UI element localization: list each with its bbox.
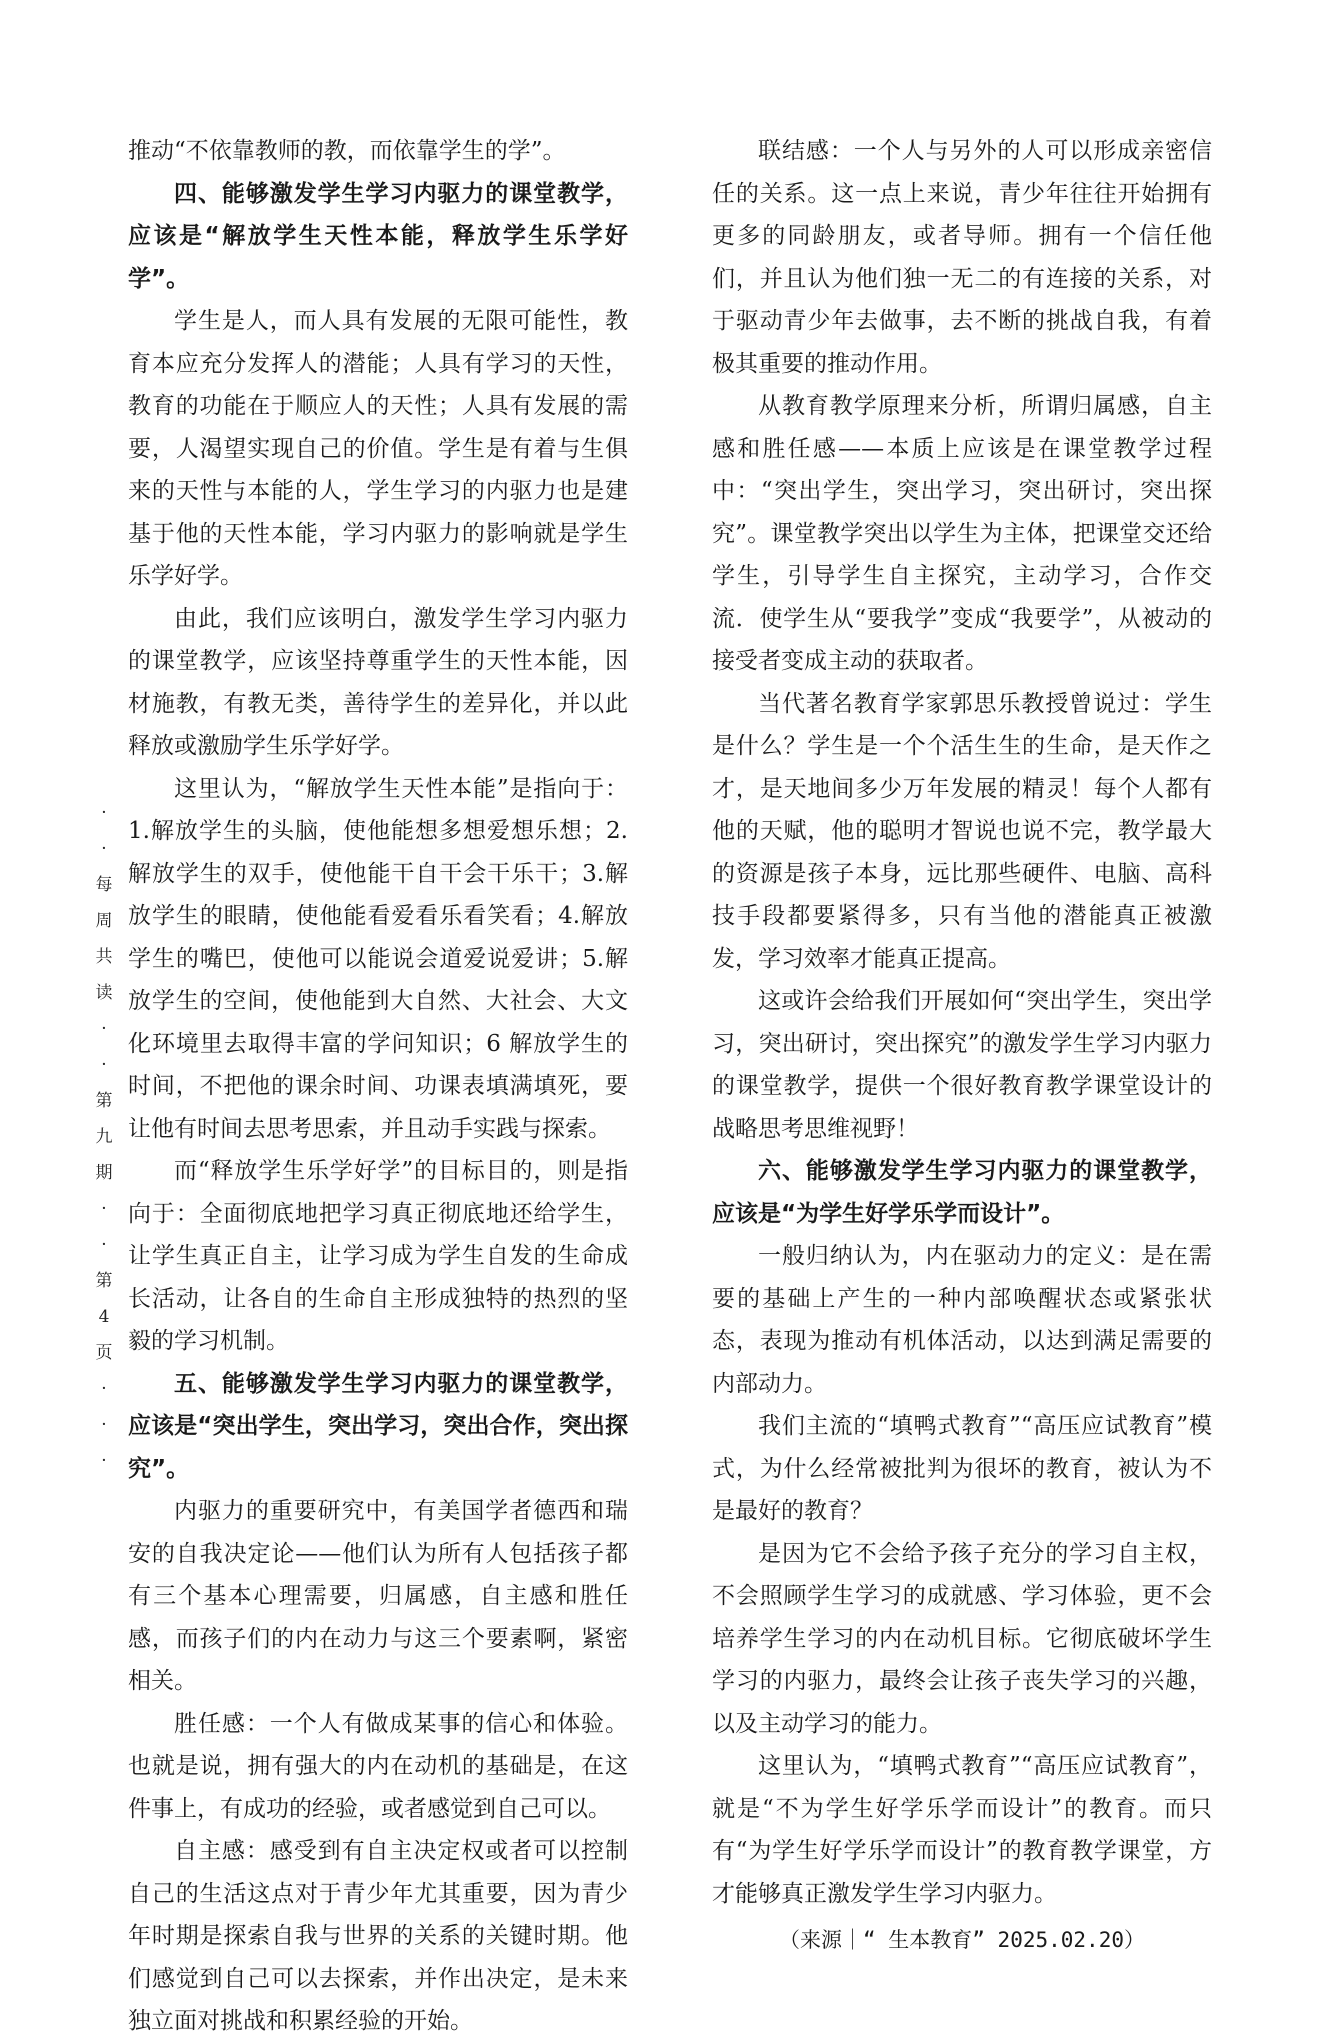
paragraph: 内驱力的重要研究中，有美国学者德西和瑞安的自我决定论——他们认为所有人包括孩子都有三个基本心理需要，归属感，自主感和胜任感，而孩子们的内在动力与这三个要素啊，紧密相关。 (128, 1498, 628, 1694)
paragraph: 当代著名教育学家郭思乐教授曾说过：学生是什么？学生是一个个活生生的生命，是天作之才，是天地间多少万年发展的精灵！每个人都有他的天赋，他的聪明才智说也说不完，教学最大的资源是孩子本身，远比那些硬件、电脑、高科技手段都要紧得多，只有当他的潜能真正被激发，学习效率才能真正提高。 (712, 690, 1212, 972)
paragraph: 一般归纳认为，内在驱动力的定义：是在需要的基础上产生的一种内部唤醒状态或紧张状态，表现为推动有机体活动，以达到满足需要的内部动力。 (712, 1243, 1212, 1397)
margin-char: 每 (95, 875, 113, 895)
right-column (712, 130, 1212, 1962)
margin-char: · (101, 1451, 107, 1471)
paragraph: 联结感：一个人与另外的人可以形成亲密信任的关系。这一点上来说，青少年往往开始拥有更多的同龄朋友，或者导师。拥有一个信任他们，并且认为他们独一无二的有连接的关系，对于驱动青少年去做事，去不断的挑战自我，有着极其重要的推动作用。 (712, 138, 1212, 377)
source-citation: （来源｜“ 生本教育” 2025.02.20） (778, 1928, 1145, 1952)
paragraph: 我们主流的“填鸭式教育”“高压应试教育”模式，为什么经常被批判为很坏的教育，被认为不是最好的教育？ (712, 1413, 1212, 1524)
paragraph: 推动“不依靠教师的教，而依靠学生的学”。 (128, 138, 566, 164)
margin-char: 读 (95, 983, 113, 1003)
margin-char: · (101, 1235, 107, 1255)
paragraph: 自主感：感受到有自主决定权或者可以控制自己的生活这点对于青少年尤其重要，因为青少年时期是探索自我与世界的关系的关键时期。他们感觉到自己可以去探索，并作出决定，是未来独立面对挑战和积累经验的开始。 (128, 1838, 628, 2034)
margin-char: 第 (95, 1091, 113, 1111)
margin-char: 周 (95, 911, 113, 931)
paragraph: 胜任感：一个人有做成某事的信心和体验。也就是说，拥有强大的内在动机的基础是，在这件事上，有成功的经验，或者感觉到自己可以。 (128, 1710, 628, 1822)
margin-char: 九 (95, 1127, 113, 1147)
margin-char: · (101, 1055, 107, 1075)
margin-char: 第 (95, 1271, 113, 1291)
paragraph: 这或许会给我们开展如何“突出学生，突出学习，突出研讨，突出探究”的激发学生学习内驱力的课堂教学，提供一个很好教育教学课堂设计的战略思考思维视野！ (712, 988, 1212, 1142)
margin-char: 期 (95, 1163, 113, 1183)
margin-char: 页 (95, 1343, 113, 1363)
paragraph: 从教育教学原理来分析，所谓归属感，自主感和胜任感——本质上应该是在课堂教学过程中：“突出学生，突出学习，突出研讨，突出探究”。课堂教学突出以学生为主体，把课堂交还给学生，引导学生自主探究，主动学习，合作交流．使学生从“要我学”变成“我要学”，从被动的接受者变成主动的获取者。 (712, 393, 1212, 674)
margin-char: 共 (95, 947, 113, 967)
margin-char: 4 (98, 1307, 110, 1327)
margin-issue-label (94, 795, 114, 1479)
margin-char: · (101, 1415, 107, 1435)
margin-char: · (101, 1199, 107, 1219)
paragraph: 是因为它不会给予孩子充分的学习自主权，不会照顾学生学习的成就感、学习体验，更不会培养学生学习的内在动机目标。它彻底破坏学生学习的内驱力，最终会让孩子丧失学习的兴趣，以及主动学习的能力。 (712, 1540, 1212, 1737)
margin-char: · (101, 1019, 107, 1039)
section-heading-6: 六、能够激发学生学习内驱力的课堂教学，应该是“为学生好学乐学而设计”。 (712, 1158, 1212, 1227)
paragraph: 而“释放学生乐学好学”的目标目的，则是指向于：全面彻底地把学习真正彻底地还给学生，让学生真正自主，让学习成为学生自发的生命成长活动，让各自的生命自主形成独特的热烈的坚毅的学习机制。 (128, 1158, 628, 1354)
section-heading-5: 五、能够激发学生学习内驱力的课堂教学，应该是“突出学生，突出学习，突出合作，突出探究”。 (128, 1370, 628, 1482)
margin-char: · (101, 803, 107, 823)
margin-char: · (101, 1379, 107, 1399)
paragraph: 由此，我们应该明白，激发学生学习内驱力的课堂教学，应该坚持尊重学生的天性本能，因材施教，有教无类，善待学生的差异化，并以此释放或激励学生乐学好学。 (128, 605, 628, 759)
section-heading-4: 四、能够激发学生学习内驱力的课堂教学，应该是“解放学生天性本能，释放学生乐学好学”。 (128, 180, 628, 292)
paragraph: 学生是人，而人具有发展的无限可能性，教育本应充分发挥人的潜能；人具有学习的天性，教育的功能在于顺应人的天性；人具有发展的需要，人渴望实现自己的价值。学生是有着与生俱来的天性与本能的人，学生学习的内驱力也是建基于他的天性本能，学习内驱力的影响就是学生乐学好学。 (128, 308, 628, 589)
left-column (128, 130, 628, 2043)
paragraph: 这里认为，“填鸭式教育”“高压应试教育”，就是“不为学生好学乐学而设计”的教育。而只有“为学生好学乐学而设计”的教育教学课堂，方才能够真正激发学生学习内驱力。 (712, 1753, 1212, 1907)
paragraph: 这里认为，“解放学生天性本能”是指向于：1.解放学生的头脑，使他能想多想爱想乐想；2.解放学生的双手，使他能干自干会干乐干；3.解放学生的眼睛，使他能看爱看乐看笑看；4.解放学生的嘴巴，使他可以能说会道爱说爱讲；5.解放学生的空间，使他能到大自然、大社会、大文化环境里去取得丰富的学问知识；6 解放学生的时间，不把他的课余时间、功课表填满填死，要让他有时间去思考思索，并且动手实践与探索。 (128, 775, 628, 1142)
margin-char: · (101, 839, 107, 859)
